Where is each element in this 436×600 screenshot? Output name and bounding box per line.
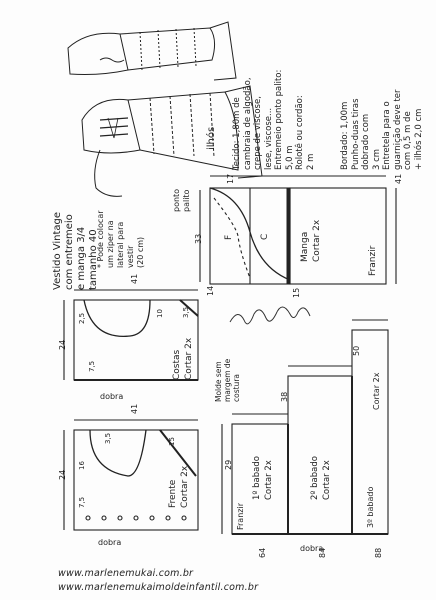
signature-scribble bbox=[230, 307, 310, 324]
ruffle-dim-38: 38 bbox=[280, 391, 289, 402]
ilhos-label: ilhós bbox=[206, 126, 217, 150]
ruffles-pattern bbox=[222, 320, 388, 534]
costas-dim-75: 7,5 bbox=[88, 360, 96, 372]
materials-line-8: 2 m bbox=[305, 153, 316, 170]
sleeve-cut: Cortar 2x bbox=[312, 219, 322, 262]
materials-line-11: dobrado com bbox=[361, 113, 371, 170]
title-line-1: Vestido Vintage bbox=[52, 211, 63, 290]
ruffle-dim-50: 50 bbox=[352, 345, 361, 356]
molde-note bbox=[214, 359, 241, 402]
sleeve-dim-33: 33 bbox=[194, 233, 203, 244]
ruffle-third-cut: Cortar 2x bbox=[372, 372, 381, 410]
materials-line-9: Bordado: 1,00m bbox=[340, 101, 350, 170]
costas-dim-24: 24 bbox=[58, 339, 67, 350]
materials-line-14: guarnição deve ter bbox=[392, 89, 403, 170]
frente-dim-15: 15 bbox=[168, 437, 176, 446]
ponto-palito-line-2: palito bbox=[182, 189, 191, 212]
frente-dim-24: 24 bbox=[58, 469, 67, 480]
ruffle-dim-64: 64 bbox=[258, 547, 267, 558]
ruffle-dobra: dobra bbox=[300, 544, 324, 553]
frente-dim-16: 16 bbox=[78, 461, 86, 470]
costas-dim-41: 41 bbox=[130, 273, 139, 284]
ruffle-second-cut: Cortar 2x bbox=[322, 460, 332, 500]
materials-line-16: + ilhós 2,0 cm bbox=[413, 108, 424, 170]
frente-pattern bbox=[64, 420, 198, 530]
tie-note-line-1: * Pode colocar bbox=[96, 210, 105, 268]
sleeve-letter-f: F bbox=[224, 234, 234, 240]
dress-illustration-front bbox=[68, 22, 236, 80]
sleeve-dim-17: 17 bbox=[226, 173, 235, 184]
ruffle-dim-88: 88 bbox=[374, 547, 383, 558]
costas-name: Costas bbox=[172, 349, 182, 380]
costas-dim-10: 10 bbox=[156, 309, 164, 318]
materials-line-6: 5,0 m bbox=[284, 145, 295, 170]
materials-line-7: Rolotê ou cordão: bbox=[295, 95, 305, 170]
title-line-3: e manga 3/4 bbox=[76, 226, 87, 290]
materials-line-15: com 0,5 m de bbox=[403, 111, 413, 170]
tie-note-size: (20 cm) bbox=[136, 236, 145, 268]
materials-line-13: Entretela para o bbox=[382, 101, 392, 170]
ruffle-first-label: 1º babado bbox=[252, 456, 262, 500]
materials-line-12: 3 cm bbox=[371, 148, 382, 170]
ruffle-first-cut: Cortar 2x bbox=[264, 460, 274, 500]
frente-dim-75: 7,5 bbox=[78, 496, 86, 508]
title-line-4: tamanho 40 bbox=[88, 229, 99, 290]
ruffle-dim-29: 29 bbox=[224, 459, 233, 470]
frente-dim-35: 3,5 bbox=[104, 432, 112, 444]
frente-name: Frente bbox=[168, 479, 178, 508]
ruffle-dim-84: 84 bbox=[318, 547, 327, 558]
frente-cut: Cortar 2x bbox=[180, 465, 190, 508]
tie-note-line-2: um ziper na bbox=[106, 220, 115, 268]
ruffle-franzir: Franzir bbox=[236, 503, 245, 530]
materials-list-2 bbox=[340, 89, 424, 170]
materials-line-5: Entremeio ponto palito: bbox=[274, 69, 284, 170]
materials-line-10: Punho-duas tiras bbox=[350, 98, 361, 170]
molde-note-line-3: costura bbox=[232, 374, 241, 402]
materials-line-4: lese, viscose... bbox=[263, 107, 274, 170]
frente-dim-41: 41 bbox=[130, 403, 139, 414]
tie-note-line-3: lateral para bbox=[116, 221, 125, 268]
ponto-palito-label bbox=[172, 189, 192, 212]
costas-dobra: dobra bbox=[100, 392, 124, 401]
title-line-2: com entremeio bbox=[64, 214, 75, 290]
sleeve-franzir: Franzir bbox=[368, 245, 378, 276]
materials-line-2: cambraia de algodão, bbox=[242, 77, 253, 170]
sleeve-dim-41: 41 bbox=[394, 173, 403, 184]
ruffle-second-label: 2º babado bbox=[310, 456, 320, 500]
materials-line-1: Tecido: 1,80m de bbox=[232, 97, 242, 170]
tie-note-line-4: vestir bbox=[126, 245, 135, 268]
ponto-palito-line-1: ponto bbox=[172, 188, 181, 212]
sleeve-letter-c: C bbox=[260, 233, 270, 240]
frente-dobra: dobra bbox=[98, 538, 122, 547]
sleeve-dim-14: 14 bbox=[206, 285, 215, 296]
sleeve-pattern bbox=[200, 173, 396, 284]
costas-dim-25: 2,5 bbox=[78, 312, 86, 324]
costas-cut: Cortar 2x bbox=[184, 337, 194, 380]
sleeve-name: Manga bbox=[300, 231, 310, 262]
ruffle-third-label: 3º babado bbox=[366, 486, 375, 528]
tie-note bbox=[96, 210, 146, 268]
materials-line-3: crepe de viscose, bbox=[253, 96, 263, 170]
footer-url-2[interactable]: www.marlenemukaimoldeinfantil.com.br bbox=[58, 582, 259, 593]
footer-url-1[interactable]: www.marlenemukai.com.br bbox=[58, 568, 194, 579]
molde-note-line-1: Molde sem bbox=[214, 361, 223, 402]
costas-dim-35: 3,5 bbox=[182, 306, 190, 318]
sleeve-dim-15: 15 bbox=[292, 287, 301, 298]
molde-note-line-2: margem de bbox=[223, 358, 232, 402]
materials-list bbox=[232, 70, 316, 170]
title-block bbox=[52, 212, 100, 290]
